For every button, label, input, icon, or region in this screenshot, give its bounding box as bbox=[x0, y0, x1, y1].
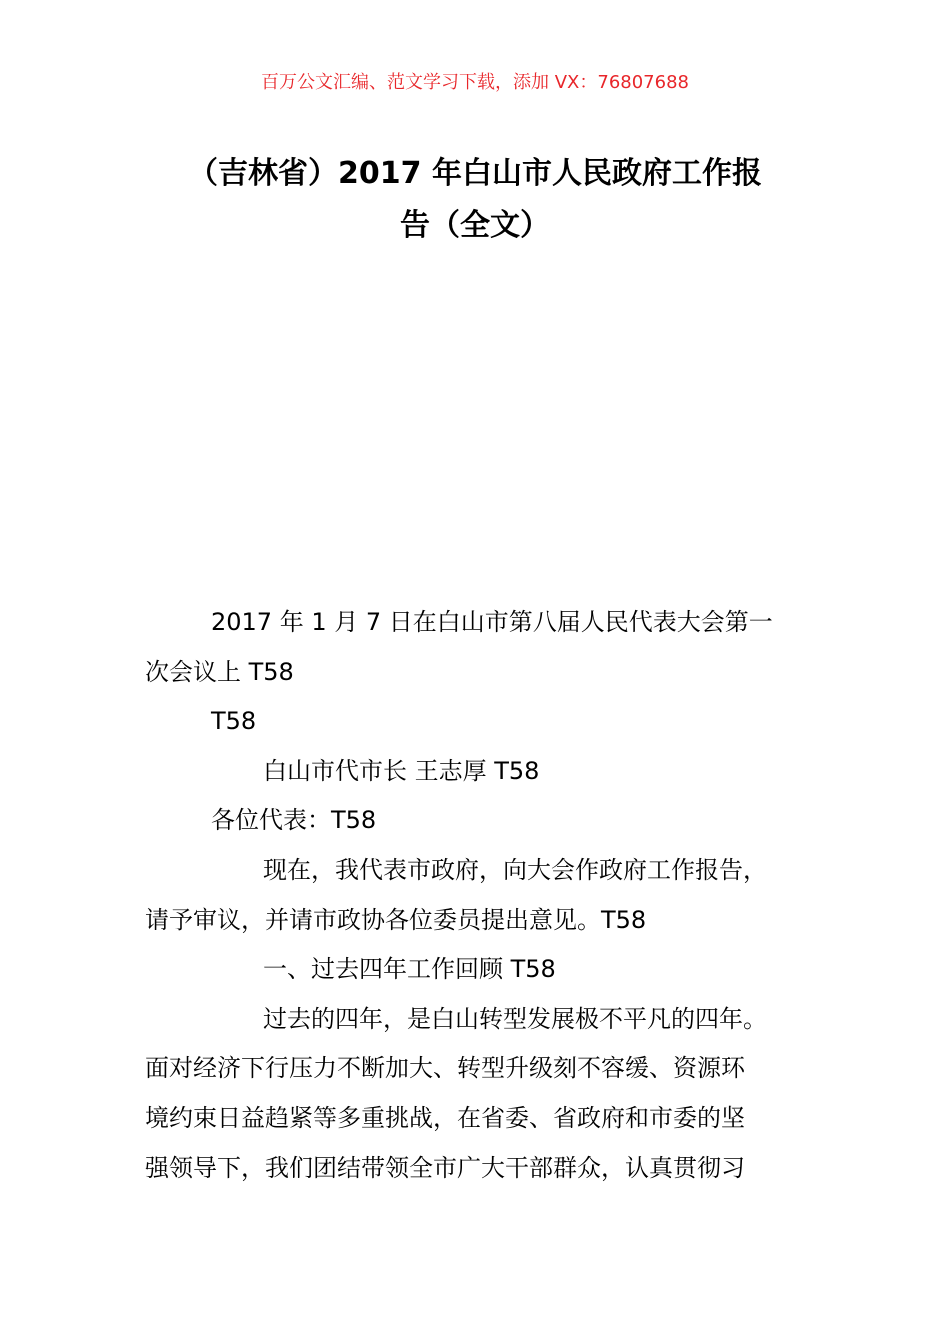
document-body bbox=[145, 598, 810, 1193]
header-note: 百万公文汇编、范文学习下载，添加 VX：76807688 bbox=[261, 72, 689, 93]
body-line: 2017 年 1 月 7 日在白山市第八届人民代表大会第一 bbox=[211, 608, 773, 636]
title-line-2: 告（全文） bbox=[400, 208, 550, 243]
document-title bbox=[145, 148, 805, 252]
body-line: 现在，我代表市政府，向大会作政府工作报告， bbox=[263, 855, 767, 884]
body-line: T58 bbox=[211, 707, 257, 736]
author-line: 白山市代市长 王志厚 T58 bbox=[263, 756, 540, 785]
body-line: 过去的四年，是白山转型发展极不平凡的四年。 bbox=[263, 1004, 767, 1033]
salutation-line: 各位代表：T58 bbox=[211, 806, 377, 835]
body-line: 境约束日益趋紧等多重挑战，在省委、省政府和市委的坚 bbox=[145, 1103, 745, 1132]
title-line-1: （吉林省）2017 年白山市人民政府工作报 bbox=[188, 156, 762, 191]
body-line: 强领导下，我们团结带领全市广大干部群众，认真贯彻习 bbox=[145, 1153, 745, 1182]
body-line: 次会议上 T58 bbox=[145, 657, 294, 686]
section-heading: 一、过去四年工作回顾 T58 bbox=[263, 955, 556, 984]
body-line: 请予审议，并请市政协各位委员提出意见。T58 bbox=[145, 905, 647, 934]
body-line: 面对经济下行压力不断加大、转型升级刻不容缓、资源环 bbox=[145, 1054, 745, 1083]
